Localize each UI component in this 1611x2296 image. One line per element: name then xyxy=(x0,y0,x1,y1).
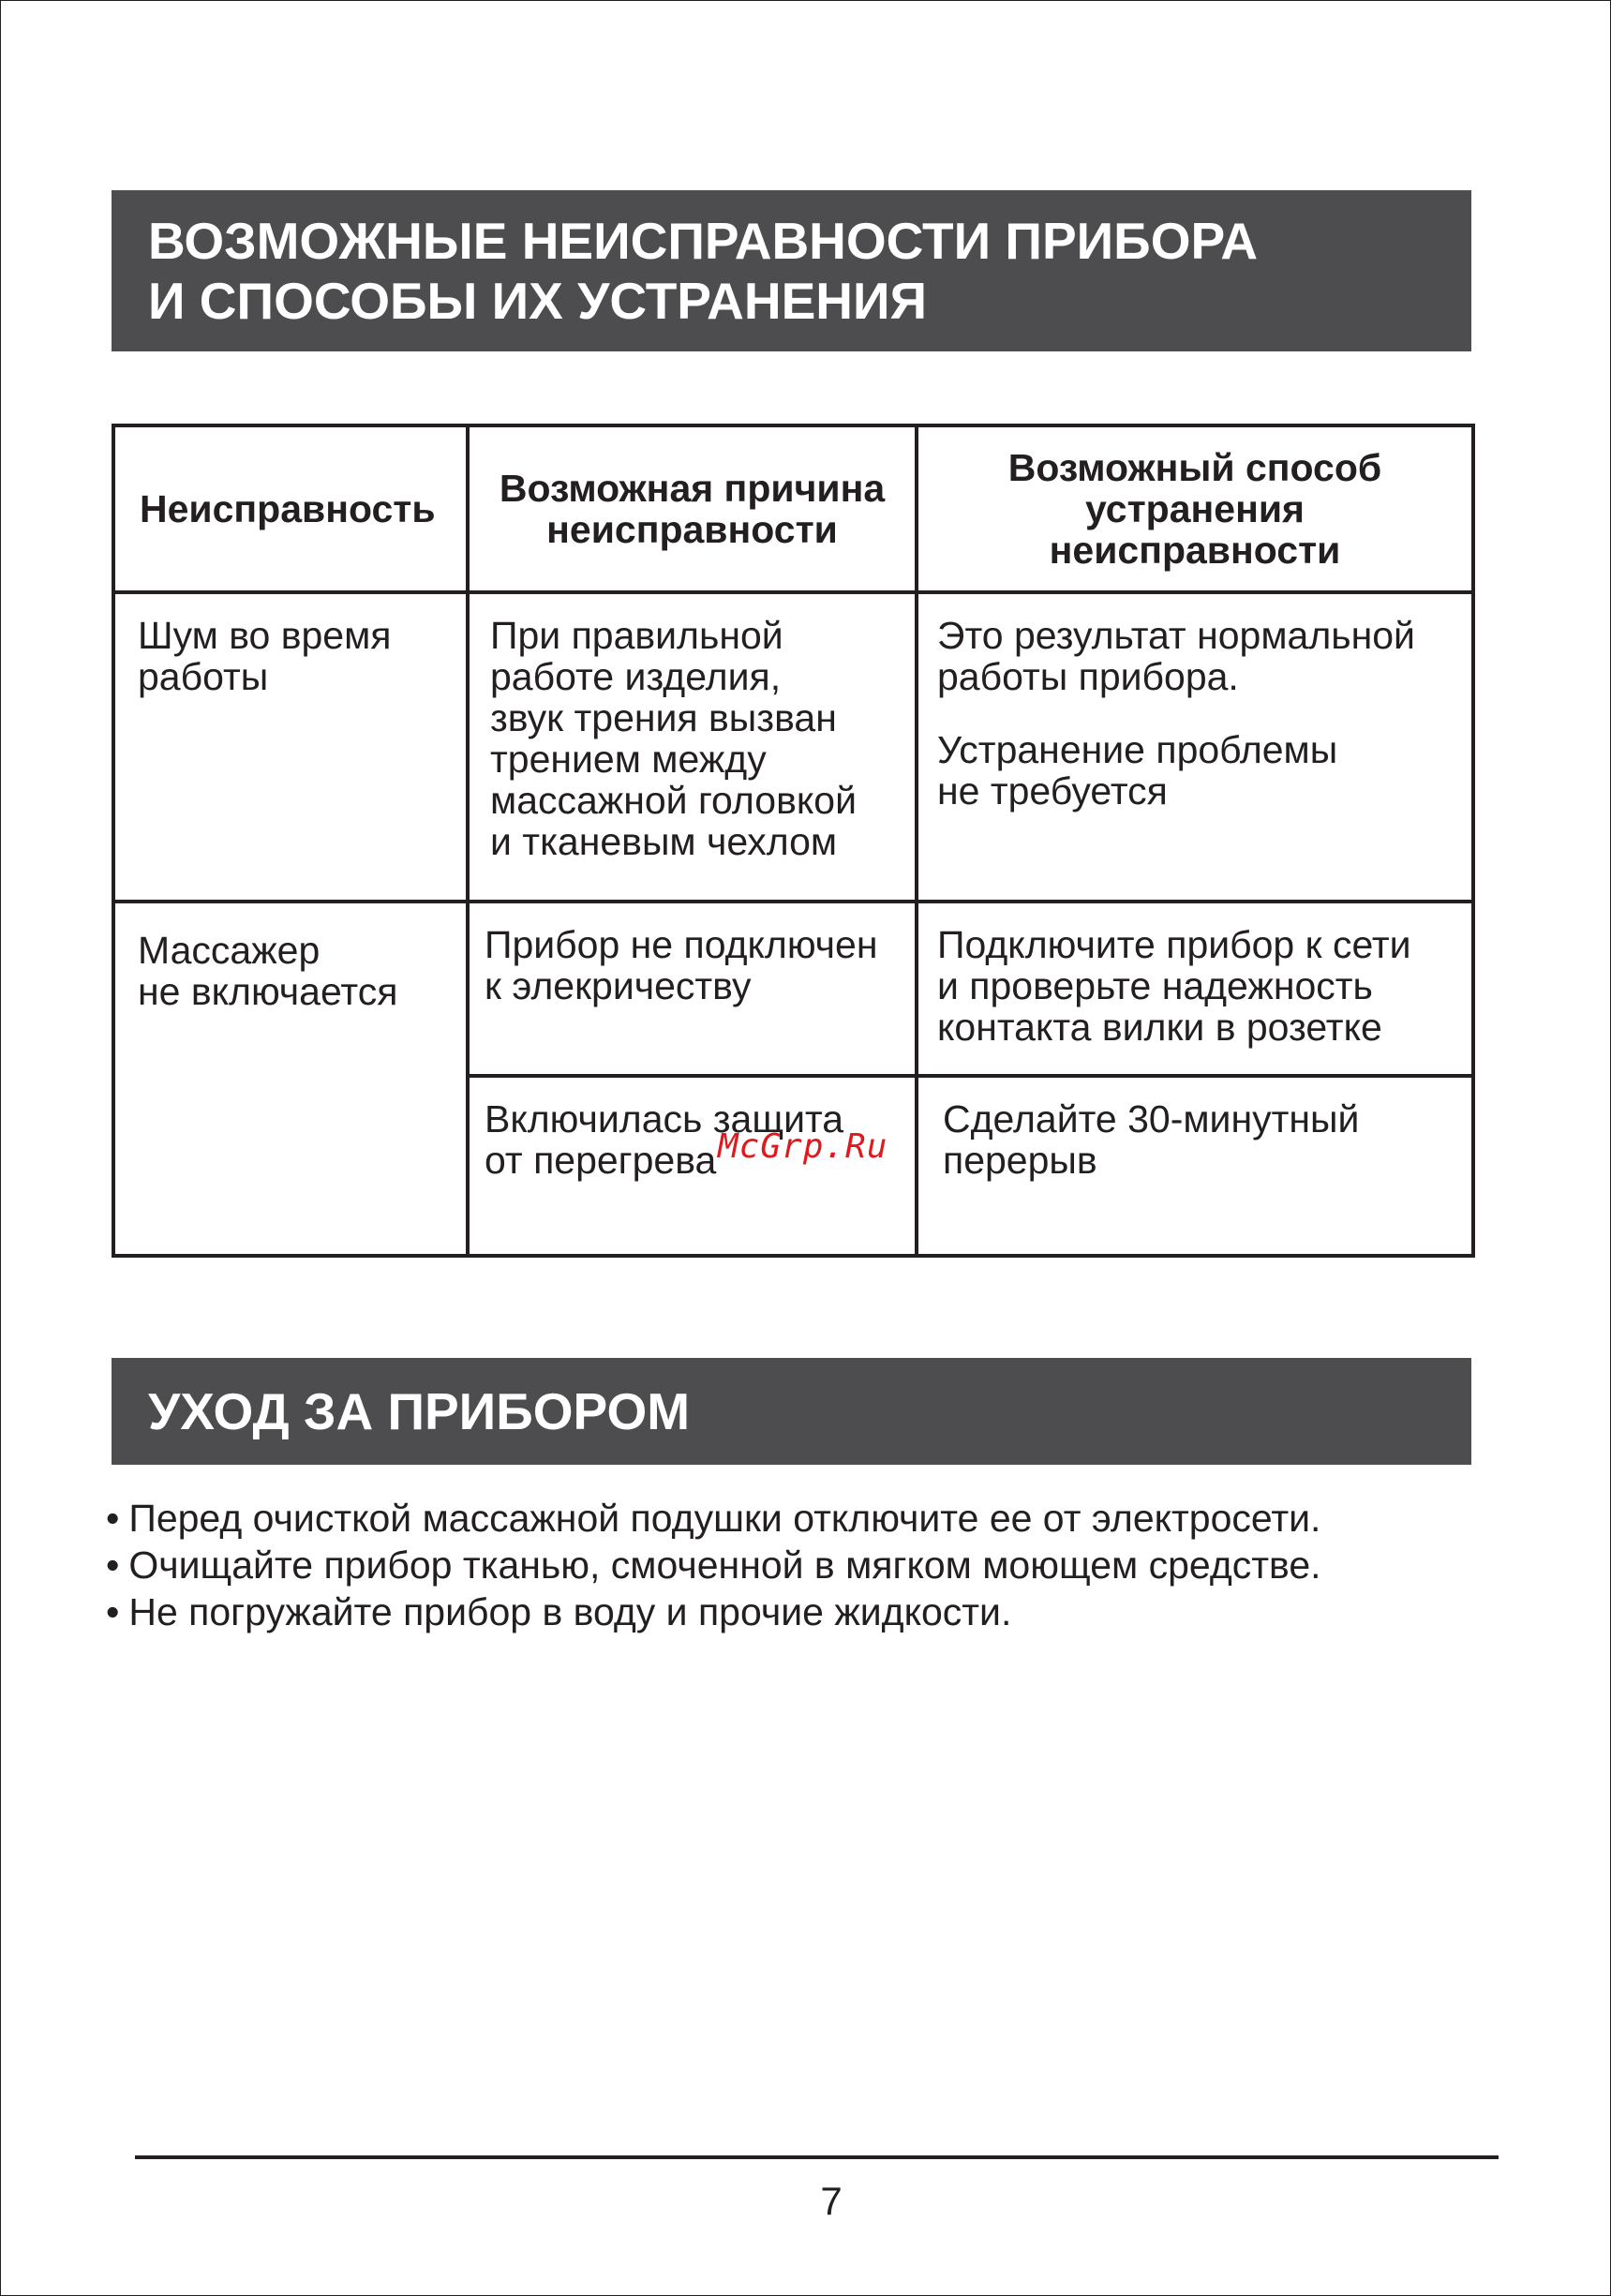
cell-text: работы прибора. xyxy=(937,655,1239,698)
cell-text: работе изделия, xyxy=(490,655,782,698)
section-title-line: УХОД ЗА ПРИБОРОМ xyxy=(148,1382,691,1440)
paragraph-gap xyxy=(937,697,1453,729)
cell-text: Шум во время xyxy=(138,614,392,657)
cell-text: звук трения вызван xyxy=(490,696,837,739)
page-number: 7 xyxy=(820,2179,843,2223)
fault-cell xyxy=(113,592,468,902)
footer-divider xyxy=(135,2155,1499,2159)
cause-cell xyxy=(468,592,917,902)
remedy-cell xyxy=(917,902,1473,1076)
cause-cell xyxy=(468,902,917,1076)
cell-text: не требуется xyxy=(937,769,1168,813)
table-row xyxy=(113,902,1473,1076)
header-cause xyxy=(468,425,917,592)
cell-text: и проверьте надежность xyxy=(937,964,1373,1007)
header-text: устранения xyxy=(1085,487,1305,530)
cell-text: массажной головкой xyxy=(490,779,857,822)
section-title-care xyxy=(112,1358,1471,1465)
cause-cell xyxy=(468,1076,917,1256)
cell-text: Массажер xyxy=(138,929,321,972)
remedy-cell xyxy=(917,592,1473,902)
header-text: неисправности xyxy=(1049,529,1341,572)
table-row xyxy=(113,592,1473,902)
cell-text: контакта вилки в розетке xyxy=(937,1006,1382,1049)
cell-text: трением между xyxy=(490,738,767,781)
header-text: Возможная причина xyxy=(499,467,886,510)
fault-cell xyxy=(113,902,468,1256)
cell-text: не включается xyxy=(138,970,398,1013)
list-item: • Очищайте прибор тканью, смоченной в мягком моющем средстве. xyxy=(106,1542,1321,1588)
section-title-troubleshooting xyxy=(112,190,1471,351)
header-text: Неисправность xyxy=(140,487,436,530)
header-fault xyxy=(113,425,468,592)
cell-text: перерыв xyxy=(943,1139,1097,1182)
cell-text: При правильной xyxy=(490,614,783,657)
header-text: неисправности xyxy=(546,508,838,551)
cell-text: от перегрева xyxy=(485,1139,717,1182)
header-text: Возможный способ xyxy=(1007,446,1382,489)
remedy-cell xyxy=(917,1076,1473,1256)
care-instructions-list xyxy=(106,1495,1321,1635)
cell-text: Подключите прибор к сети xyxy=(937,923,1411,966)
cell-text: к элекричеству xyxy=(485,964,752,1007)
cell-text: работы xyxy=(138,655,269,698)
cell-text: Прибор не подключен xyxy=(485,923,878,966)
cell-text: Это результат нормальной xyxy=(937,614,1415,657)
cell-text: и тканевым чехлом xyxy=(490,820,838,863)
cell-text: Устранение проблемы xyxy=(937,728,1338,771)
section-title-line: И СПОСОБЫ ИХ УСТРАНЕНИЯ xyxy=(148,272,928,330)
watermark: McGrp.Ru xyxy=(718,1127,888,1166)
section-title-line: ВОЗМОЖНЫЕ НЕИСПРАВНОСТИ ПРИБОРА xyxy=(148,212,1259,270)
cell-text: Сделайте 30-минутный xyxy=(943,1097,1360,1141)
list-item: • Перед очисткой массажной подушки отключите ее от электросети. xyxy=(106,1495,1321,1542)
table-header-row xyxy=(113,425,1473,592)
list-item: • Не погружайте прибор в воду и прочие жидкости. xyxy=(106,1588,1321,1635)
header-remedy xyxy=(917,425,1473,592)
cell-text: Включилась защита xyxy=(485,1097,844,1141)
